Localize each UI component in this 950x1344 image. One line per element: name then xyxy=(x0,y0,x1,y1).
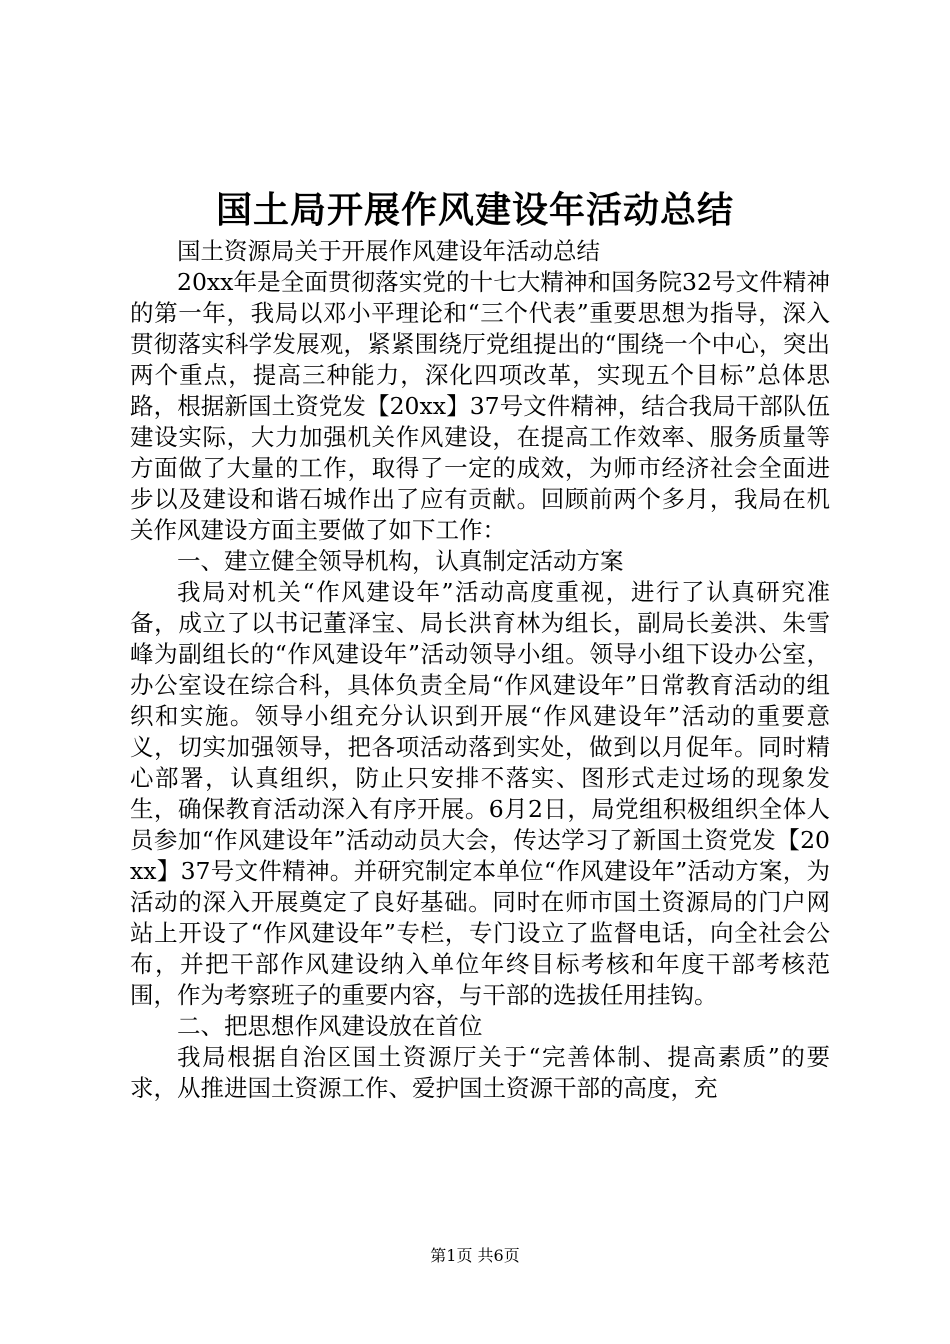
subtitle-paragraph: 国土资源局关于开展作风建设年活动总结 xyxy=(177,237,600,265)
document-body xyxy=(130,236,830,1104)
section-heading-1: 一、建立健全领导机构，认真制定活动方案 xyxy=(177,547,624,575)
section-2-paragraph: 我局根据自治区国土资源厅关于“完善体制、提高素质”的要求，从推进国土资源工作、爱护国土资源干部的高度，充 xyxy=(130,1043,830,1102)
page-footer: 第1页 共6页 xyxy=(430,1246,520,1265)
document-title: 国土局开展作风建设年活动总结 xyxy=(215,189,734,231)
intro-paragraph: 20xx年是全面贯彻落实党的十七大精神和国务院32号文件精神的第一年，我局以邓小平理论和“三个代表”重要思想为指导，深入贯彻落实科学发展观，紧紧围绕厅党组提出的“围绕一个中心，突出两个重点，提高三种能力，深化四项改革，实现五个目标”总体思路，根据新国土资党发【20xx】37号文件精神，结合我局干部队伍建设实际，大力加强机关作风建设，在提高工作效率、服务质量等方面做了大量的工作，取得了一定的成效，为师市经济社会全面进步以及建设和谐石城作出了应有贡献。回顾前两个多月，我局在机关作风建设方面主要做了如下工作： xyxy=(130,268,830,544)
section-heading-2: 二、把思想作风建设放在首位 xyxy=(177,1012,483,1040)
section-1-paragraph: 我局对机关“作风建设年”活动高度重视，进行了认真研究准备，成立了以书记董泽宝、局长洪育林为组长，副局长姜洪、朱雪峰为副组长的“作风建设年”活动领导小组。领导小组下设办公室，办公室设在综合科，具体负责全局“作风建设年”日常教育活动的组织和实施。领导小组充分认识到开展“作风建设年”活动的重要意义，切实加强领导，把各项活动落到实处，做到以月促年。同时精心部署，认真组织，防止只安排不落实、图形式走过场的现象发生，确保教育活动深入有序开展。6月2日，局党组积极组织全体人员参加“作风建设年”活动动员大会，传达学习了新国土资党发【20xx】37号文件精神。并研究制定本单位“作风建设年”活动方案，为活动的深入开展奠定了良好基础。同时在师市国土资源局的门户网站上开设了“作风建设年”专栏，专门设立了监督电话，向全社会公布，并把干部作风建设纳入单位年终目标考核和年度干部考核范围，作为考察班子的重要内容，与干部的选拔任用挂钩。 xyxy=(130,578,830,1009)
